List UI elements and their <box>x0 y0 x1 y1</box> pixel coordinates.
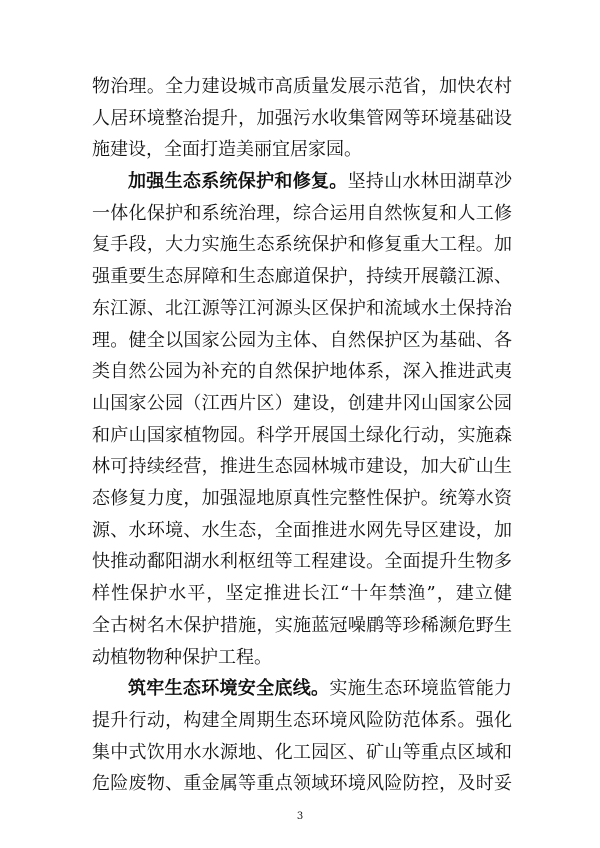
text-line: 快推动鄱阳湖水利枢纽等工程建设。全面提升生物多 <box>92 551 512 573</box>
text-run: 坚持山水林田湖草沙 <box>347 171 513 193</box>
text-line: 林可持续经营，推进生态园林城市建设，加大矿山生 <box>92 456 512 478</box>
text-line: 人居环境整治提升，加强污水收集管网等环境基础设 <box>92 107 512 129</box>
text-line: 源、水环境、水生态，全面推进水网先导区建设，加 <box>92 519 512 541</box>
text-run: 实施生态环境监管能力 <box>329 678 513 700</box>
text-line: 复手段，大力实施生态系统保护和修复重大工程。加 <box>92 234 512 256</box>
text-line: 理。健全以国家公园为主体、自然保护区为基础、各 <box>92 329 512 351</box>
text-line: 态修复力度，加强湿地原真性完整性保护。统筹水资 <box>92 488 512 510</box>
text-line: 物治理。全力建设城市高质量发展示范省，加快农村 <box>92 76 512 97</box>
text-line: 和庐山国家植物园。科学开展国土绿化行动，实施森 <box>92 424 512 446</box>
paragraph-first-line <box>128 166 512 198</box>
text-line: 危险废物、重金属等重点领域环境风险防控，及时妥 <box>92 773 512 795</box>
text-line: 全古树名木保护措施，实施蓝冠噪鹛等珍稀濒危野生 <box>92 614 512 636</box>
section-heading: 筑牢生态环境安全底线。 <box>128 678 330 700</box>
text-line: 样性保护水平，坚定推进长江“十年禁渔”，建立健 <box>92 583 512 605</box>
text-line: 一体化保护和系统治理，综合运用自然恢复和人工修 <box>92 202 512 224</box>
section-heading: 加强生态系统保护和修复。 <box>128 171 348 193</box>
text-line: 提升行动，构建全周期生态环境风险防范体系。强化 <box>92 709 512 731</box>
text-line: 集中式饮用水水源地、化工园区、矿山等重点区域和 <box>92 741 512 763</box>
text-line: 动植物物种保护工程。 <box>92 646 272 668</box>
text-line: 类自然公园为补充的自然保护地体系，深入推进武夷 <box>92 361 512 383</box>
text-line: 山国家公园（江西片区）建设，创建井冈山国家公园 <box>92 392 512 414</box>
text-line: 强重要生态屏障和生态廊道保护，持续开展赣江源、 <box>92 266 512 288</box>
paragraph-first-line <box>128 673 512 705</box>
page-number: 3 <box>296 811 304 822</box>
text-line: 东江源、北江源等江河源头区保护和流域水土保持治 <box>92 297 512 319</box>
text-line: 施建设，全面打造美丽宜居家园。 <box>92 139 362 161</box>
